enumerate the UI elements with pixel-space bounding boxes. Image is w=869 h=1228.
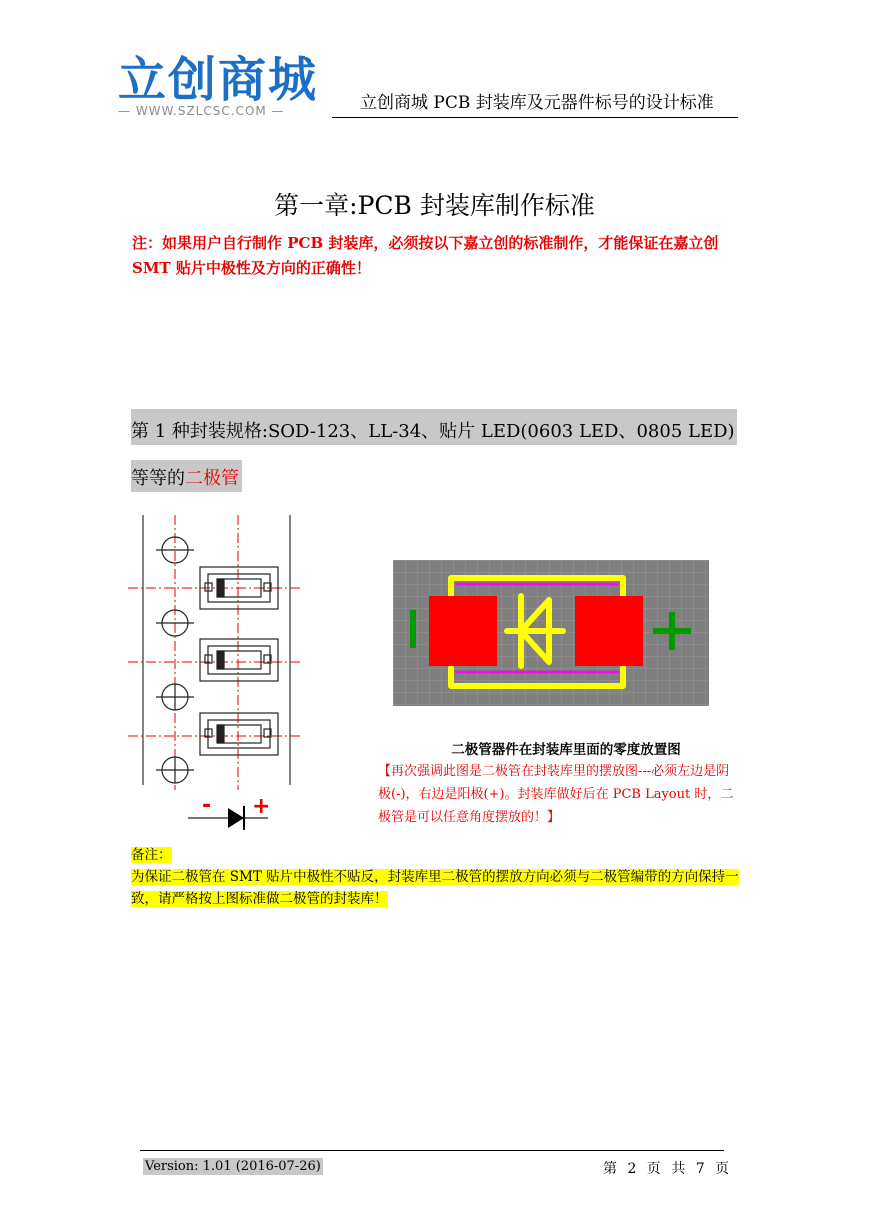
section-heading-prefix: 等等的 — [131, 468, 185, 489]
footer-page-number: 第 2 页 共 7 页 — [603, 1161, 730, 1177]
tape-pocket-3 — [200, 713, 278, 755]
section-heading-highlight: 二极管 — [185, 468, 239, 489]
cathode-marker-icon — [410, 610, 416, 648]
tape-plus-label: + — [252, 794, 271, 819]
tape-diagram — [128, 510, 304, 832]
header-divider — [332, 117, 738, 118]
tape-minus-label: - — [202, 793, 212, 818]
remark-text: 为保证二极管在 SMT 贴片中极性不贴反，封装库里二极管的摆放方向必须与二极管编带的方向保持一致，请严格按上图标准做二极管的封装库！ — [131, 869, 739, 907]
anode-pad — [575, 596, 643, 666]
section-heading-line1: 第 1 种封装规格:SOD-123、LL-34、贴片 LED(0603 LED、0805 LED) — [131, 409, 737, 445]
section-heading-line2 — [131, 460, 242, 492]
tape-outline — [143, 515, 290, 785]
footer-version: Version: 1.01 (2016-07-26) — [145, 1159, 321, 1174]
chapter-note: 注：如果用户自行制作 PCB 封装库，必须按以下嘉立创的标准制作，才能保证在嘉立创 SMT 贴片中极性及方向的正确性！ — [132, 234, 719, 277]
pcb-figure-caption: 二极管器件在封装库里面的零度放置图 — [451, 742, 681, 758]
header-title: 立创商城 PCB 封装库及元器件标号的设计标准 — [360, 93, 714, 113]
pcb-figure-note: 【再次强调此图是二极管在封装库里的摆放图---必须左边是阴极(-)，右边是阳极(+)。封装库做好后在 PCB Layout 时，二极管是可以任意角度摆放的！】 — [378, 764, 734, 825]
cathode-pad — [429, 596, 497, 666]
pcb-footprint-figure — [393, 560, 709, 706]
remark-block — [131, 844, 739, 910]
diode-symbol — [188, 793, 270, 830]
logo-text: 立创商城 — [118, 52, 319, 108]
centerlines — [128, 515, 303, 790]
logo-url: — WWW.SZLCSC.COM — — [118, 104, 285, 118]
remark-label: 备注： — [131, 847, 172, 863]
chapter-title: 第一章:PCB 封装库制作标准 — [274, 191, 595, 220]
tape-pocket-2 — [200, 639, 278, 681]
footer-divider — [140, 1150, 724, 1151]
